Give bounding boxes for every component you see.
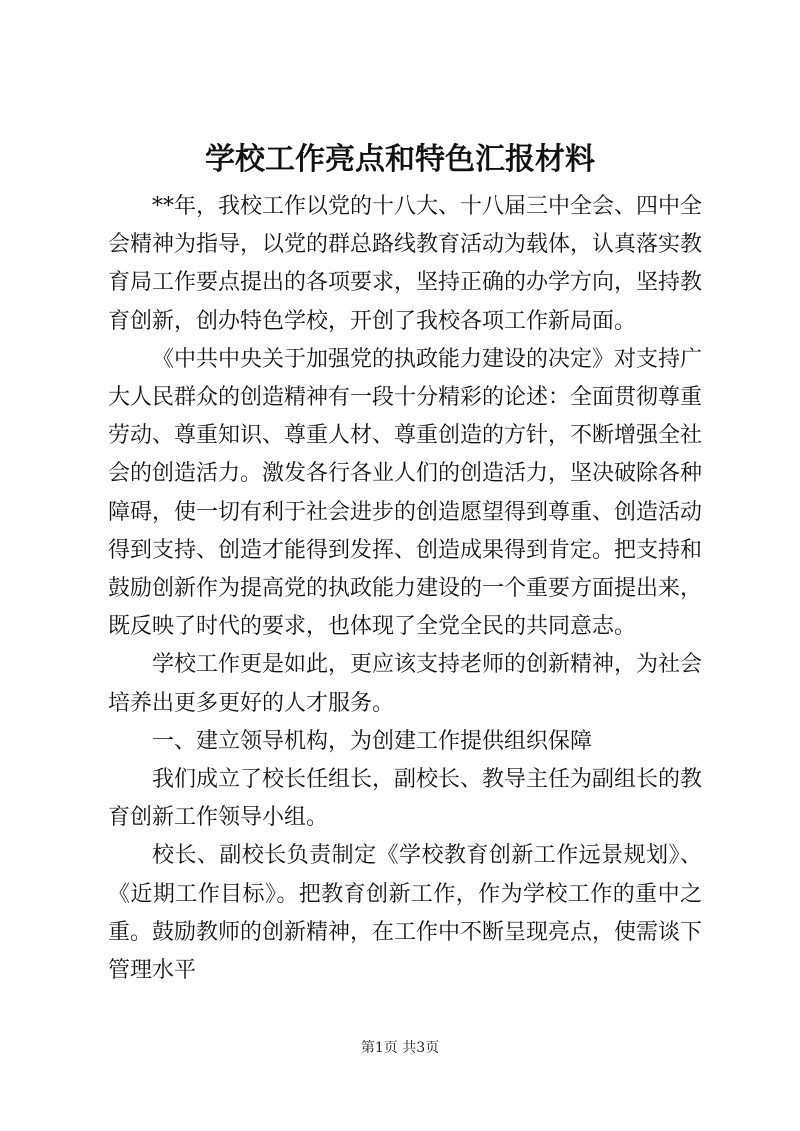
page-number-footer: 第1页 共3页	[360, 1040, 440, 1056]
paragraph-school-work: 学校工作更是如此，更应该支持老师的创新精神，为社会培养出更多更好的人才服务。	[108, 652, 703, 716]
section-heading-leadership: 一、建立领导机构，为创建工作提供组织保障	[152, 728, 593, 754]
paragraph-decision-quote: 《中共中央关于加强党的执政能力建设的决定》对支持广大人民群众的创造精神有一段十分精彩的论述：全面贯彻尊重劳动、尊重知识、尊重人材、尊重创造的方针，不断增强全社会的创造活力。激发各行各业人们的创造活力，坚决破除各种障碍，使一切有利于社会进步的创造愿望得到尊重、创造活动得到支持、创造才能得到发挥、创造成果得到肯定。把支持和鼓励创新作为提高党的执政能力建设的一个重要方面提出来，既反映了时代的要求，也体现了全党全民的共同意志。	[108, 346, 703, 640]
document-title: 学校工作亮点和特色汇报材料	[205, 142, 595, 177]
paragraph-intro: **年，我校工作以党的十八大、十八届三中全会、四中全会精神为指导，以党的群总路线教育活动为载体，认真落实教育局工作要点提出的各项要求，坚持正确的办学方向，坚持教育创新，创办特色学校，开创了我校各项工作新局面。	[108, 194, 703, 334]
paragraph-planning: 校长、副校长负责制定《学校教育创新工作远景规划》、《近期工作目标》。把教育创新工作，作为学校工作的重中之重。鼓励教师的创新精神，在工作中不断呈现亮点，使需谈下管理水平	[108, 843, 703, 984]
document-body	[108, 188, 702, 990]
paragraph-leadership-group: 我们成立了校长任组长，副校长、教导主任为副组长的教育创新工作领导小组。	[108, 767, 703, 831]
